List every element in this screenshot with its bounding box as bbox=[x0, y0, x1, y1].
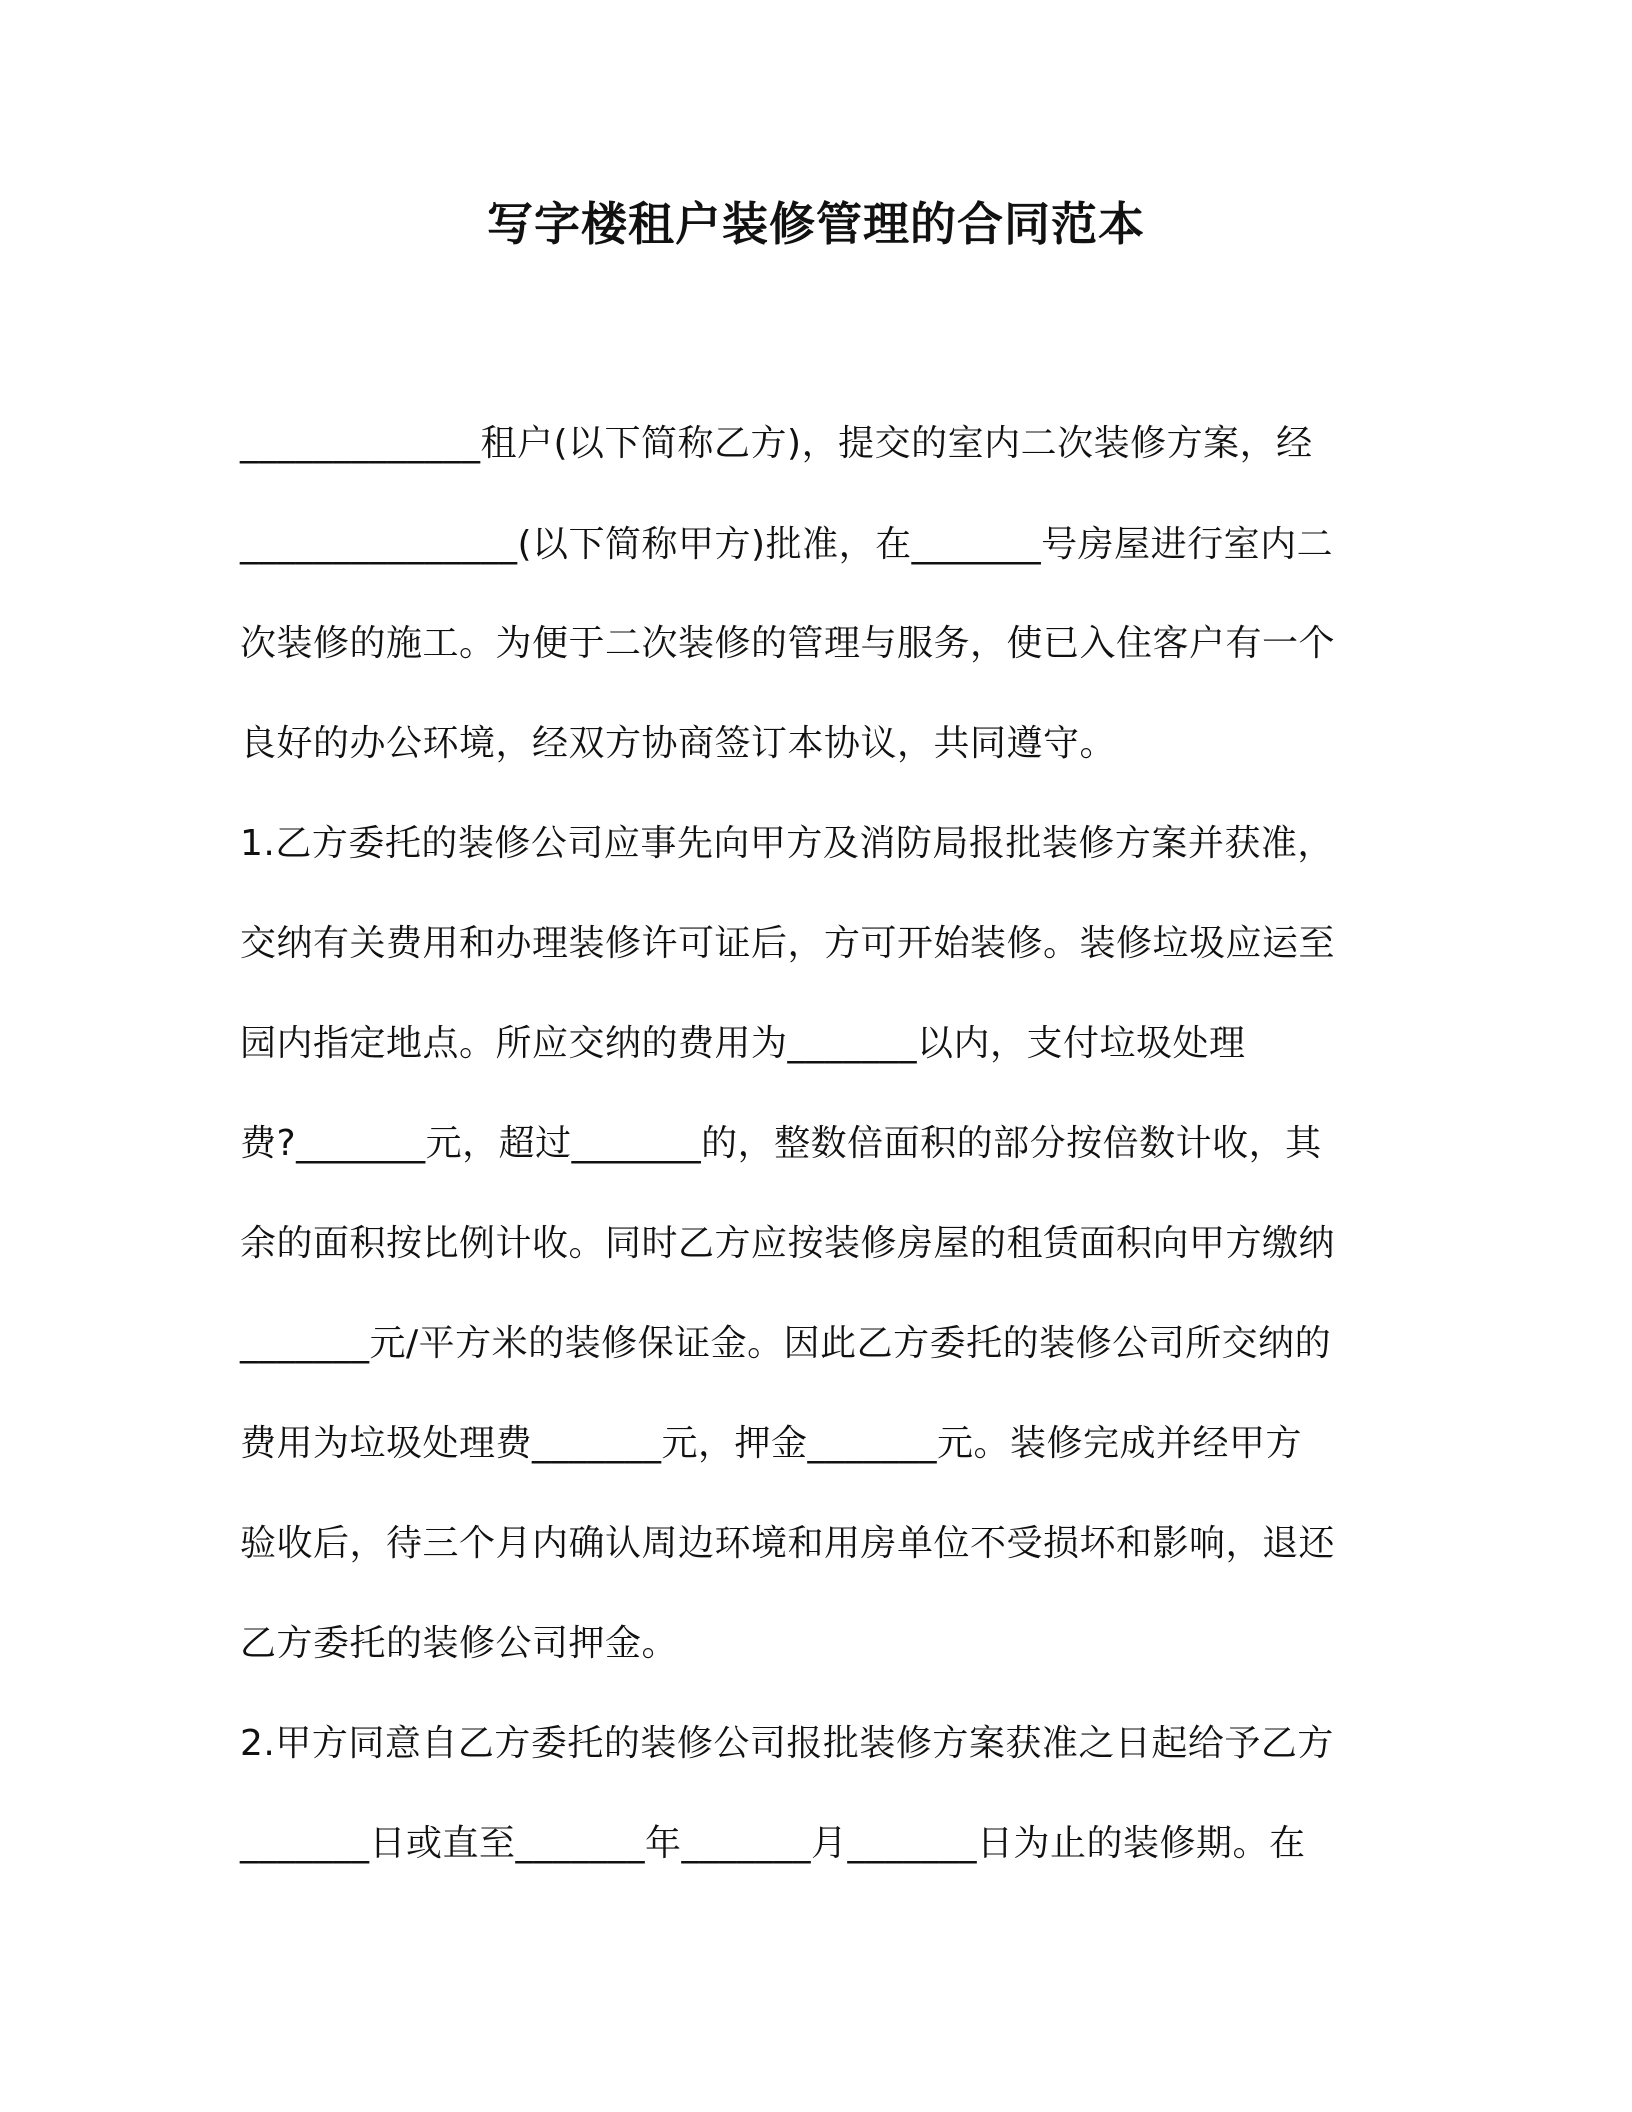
text-line: 园内指定地点。所应交纳的费用为_______以内，支付垃圾处理 bbox=[240, 1023, 1246, 1064]
text-line: 费?_______元，超过_______的，整数倍面积的部分按倍数计收，其 bbox=[240, 1123, 1322, 1164]
text-line: 交纳有关费用和办理装修许可证后，方可开始装修。装修垃圾应运至 bbox=[240, 923, 1336, 964]
text-line: 良好的办公环境，经双方协商签订本协议，共同遵守。 bbox=[240, 723, 1117, 764]
text-line: 验收后，待三个月内确认周边环境和用房单位不受损坏和影响，退还 bbox=[240, 1523, 1336, 1564]
text-line: 费用为垃圾处理费_______元，押金_______元。装修完成并经甲方 bbox=[240, 1423, 1303, 1464]
text-line: 2.甲方同意自乙方委托的装修公司报批装修方案获准之日起给予乙方 bbox=[240, 1723, 1334, 1764]
text-line: _______日或直至_______年_______月_______日为止的装修期。在 bbox=[240, 1823, 1306, 1864]
text-line: 1.乙方委托的装修公司应事先向甲方及消防局报批装修方案并获准， bbox=[240, 823, 1334, 864]
text-line: 乙方委托的装修公司押金。 bbox=[240, 1623, 679, 1664]
text-line: 次装修的施工。为便于二次装修的管理与服务，使已入住客户有一个 bbox=[240, 623, 1336, 664]
text-line: 余的面积按比例计收。同时乙方应按装修房屋的租赁面积向甲方缴纳 bbox=[240, 1223, 1336, 1264]
text-line: _______________(以下简称甲方)批准，在_______号房屋进行室内二 bbox=[240, 524, 1334, 565]
text-line: _______元/平方米的装修保证金。因此乙方委托的装修公司所交纳的 bbox=[240, 1323, 1332, 1364]
text-line: _____________租户(以下简称乙方)，提交的室内二次装修方案，经 bbox=[240, 423, 1313, 464]
document-title: 写字楼租户装修管理的合同范本 bbox=[487, 197, 1145, 251]
